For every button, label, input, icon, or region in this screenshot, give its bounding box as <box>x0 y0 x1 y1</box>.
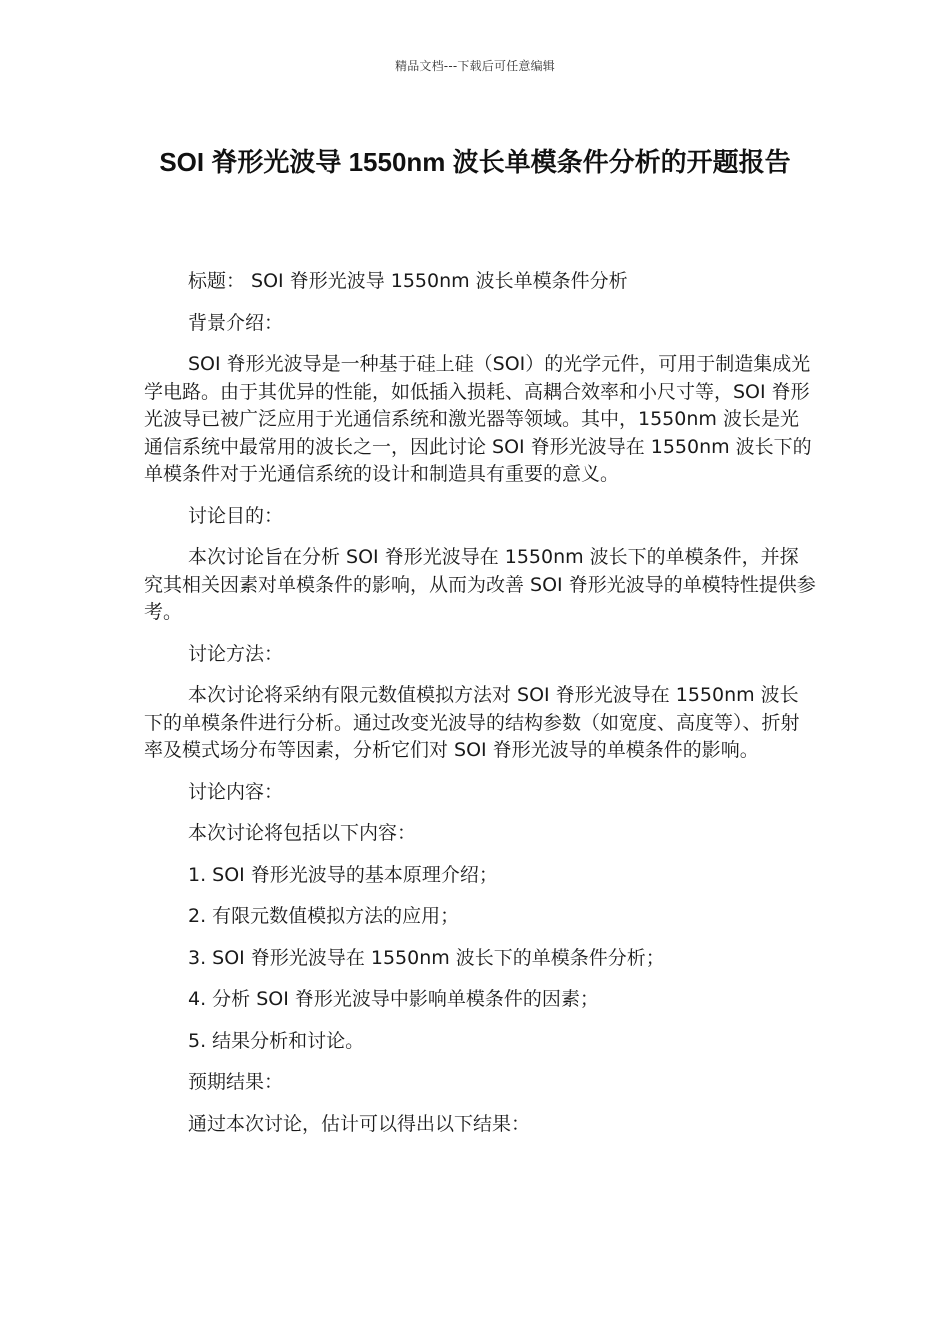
content-intro: 本次讨论将包括以下内容： <box>188 822 417 844</box>
page-header: 精品文档---下载后可任意编辑 <box>395 59 555 73</box>
expected-paragraph: 通过本次讨论，估计可以得出以下结果： <box>188 1112 531 1135</box>
document-title: SOI 脊形光波导 1550nm 波长单模条件分析的开题报告 <box>159 147 791 177</box>
list-item: 4. 分析 SOI 脊形光波导中影响单模条件的因素； <box>188 988 599 1010</box>
topic-line: 标题： SOI 脊形光波导 1550nm 波长单模条件分析 <box>188 270 628 292</box>
expected-heading: 预期结果： <box>188 1071 284 1093</box>
method-paragraph: 本次讨论将采纳有限元数值模拟方法对 SOI 脊形光波导在 1550nm 波长下的单模条件进行分析。通过改变光波导的结构参数（如宽度、高度等）、折射率及模式场分布等因素，分析它们对 SOI 脊形光波导的单模条件的影响。 <box>144 684 800 761</box>
list-item: 5. 结果分析和讨论。 <box>188 1029 365 1052</box>
background-paragraph: SOI 脊形光波导是一种基于硅上硅（SOI）的光学元件，可用于制造集成光学电路。由于其优异的性能，如低插入损耗、高耦合效率和小尺寸等，SOI 脊形光波导已被广泛应用于光通信系统和激光器等领域。其中，1550nm 波长是光通信系统中最常用的波长之一，因此讨论 SOI 脊形光波导在 1550nm 波长下的单模条件对于光通信系统的设计和制造具有重要的意义。 <box>144 353 812 485</box>
content-heading: 讨论内容： <box>188 780 284 803</box>
method-heading: 讨论方法： <box>188 642 284 665</box>
purpose-heading: 讨论目的： <box>188 504 284 527</box>
purpose-paragraph: 本次讨论旨在分析 SOI 脊形光波导在 1550nm 波长下的单模条件，并探究其相关因素对单模条件的影响，从而为改善 SOI 脊形光波导的单模特性提供参考。 <box>144 546 816 623</box>
list-item: 1. SOI 脊形光波导的基本原理介绍； <box>188 863 498 886</box>
document-body <box>144 268 816 1152</box>
background-heading: 背景介绍： <box>188 311 284 334</box>
list-item: 2. 有限元数值模拟方法的应用； <box>188 905 460 927</box>
list-item: 3. SOI 脊形光波导在 1550nm 波长下的单模条件分析； <box>188 946 665 969</box>
